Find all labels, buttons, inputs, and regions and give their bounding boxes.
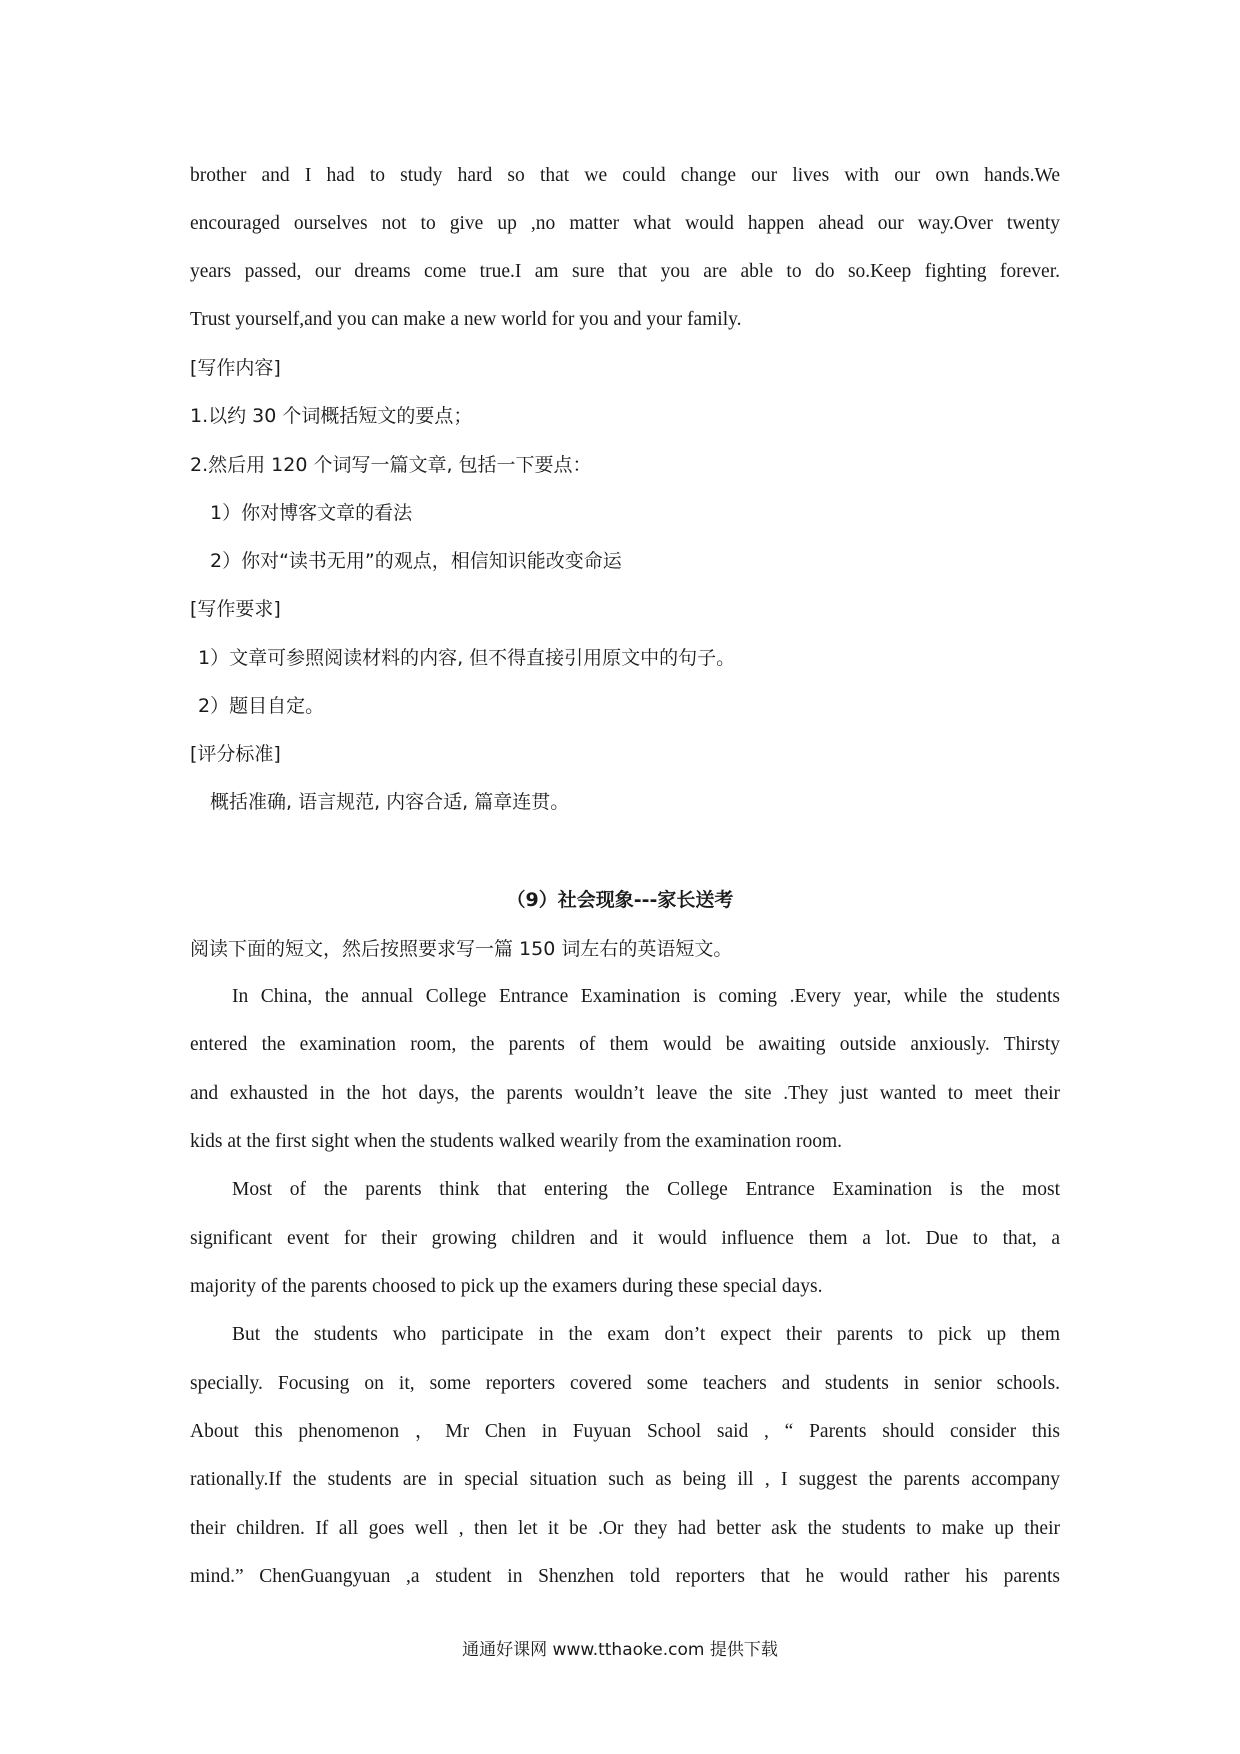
paragraph-line: entered the examination room, the parents of them would be awaiting outside anxiously. Thirsty <box>190 1034 1060 1055</box>
scoring-text: 概括准确, 语言规范, 内容合适, 篇章连贯。 <box>210 791 570 813</box>
scoring-heading: [评分标准] <box>190 743 281 765</box>
paragraph-line: specially. Focusing on it, some reporters covered some teachers and students in senior schools. <box>190 1373 1060 1394</box>
section-instruction: 阅读下面的短文，然后按照要求写一篇 150 词左右的英语短文。 <box>190 938 733 960</box>
passage-line: Trust yourself,and you can make a new world for you and your family. <box>190 309 742 330</box>
paragraph-line: In China, the annual College Entrance Examination is coming .Every year, while the students <box>232 986 1060 1007</box>
paragraph-line: About this phenomenon ，Mr Chen in Fuyuan School said , “ Parents should consider this <box>190 1421 1060 1442</box>
paragraph-line: kids at the first sight when the students walked wearily from the examination room. <box>190 1131 843 1152</box>
writing-content-subitem: 2）你对“读书无用”的观点，相信知识能改变命运 <box>210 550 622 572</box>
writing-content-item: 2.然后用 120 个词写一篇文章, 包括一下要点： <box>190 454 592 476</box>
writing-content-heading: [写作内容] <box>190 357 281 379</box>
paragraph-line: But the students who participate in the exam don’t expect their parents to pick up them <box>232 1324 1060 1345</box>
paragraph-line: and exhausted in the hot days, the parents wouldn’t leave the site .They just wanted to meet their <box>190 1083 1060 1104</box>
writing-requirement-item: 2）题目自定。 <box>198 695 325 717</box>
page-footer: 通通好课网 www.tthaoke.com 提供下载 <box>462 1640 778 1660</box>
passage-line: encouraged ourselves not to give up ,no matter what would happen ahead our way.Over twenty <box>190 213 1060 234</box>
section-title: （9）社会现象---家长送考 <box>506 889 734 911</box>
writing-content-item: 1.以约 30 个词概括短文的要点； <box>190 405 473 427</box>
writing-requirements-heading: [写作要求] <box>190 598 281 620</box>
paragraph-line: their children. If all goes well , then let it be .Or they had better ask the students to make up their <box>190 1518 1060 1539</box>
paragraph-line: Most of the parents think that entering the College Entrance Examination is the most <box>232 1179 1060 1200</box>
passage-line: brother and I had to study hard so that we could change our lives with our own hands.We <box>190 165 1060 186</box>
paragraph-line: majority of the parents choosed to pick up the examers during these special days. <box>190 1276 823 1297</box>
paragraph-line: significant event for their growing children and it would influence them a lot. Due to that, a <box>190 1228 1060 1249</box>
paragraph-line: mind.” ChenGuangyuan ,a student in Shenzhen told reporters that he would rather his parents <box>190 1566 1060 1587</box>
writing-content-subitem: 1）你对博客文章的看法 <box>210 502 413 524</box>
passage-line: years passed, our dreams come true.I am sure that you are able to do so.Keep fighting forever. <box>190 261 1060 282</box>
writing-requirement-item: 1）文章可参照阅读材料的内容, 但不得直接引用原文中的句子。 <box>198 647 736 669</box>
paragraph-line: rationally.If the students are in special situation such as being ill , I suggest the parents accompany <box>190 1469 1060 1490</box>
